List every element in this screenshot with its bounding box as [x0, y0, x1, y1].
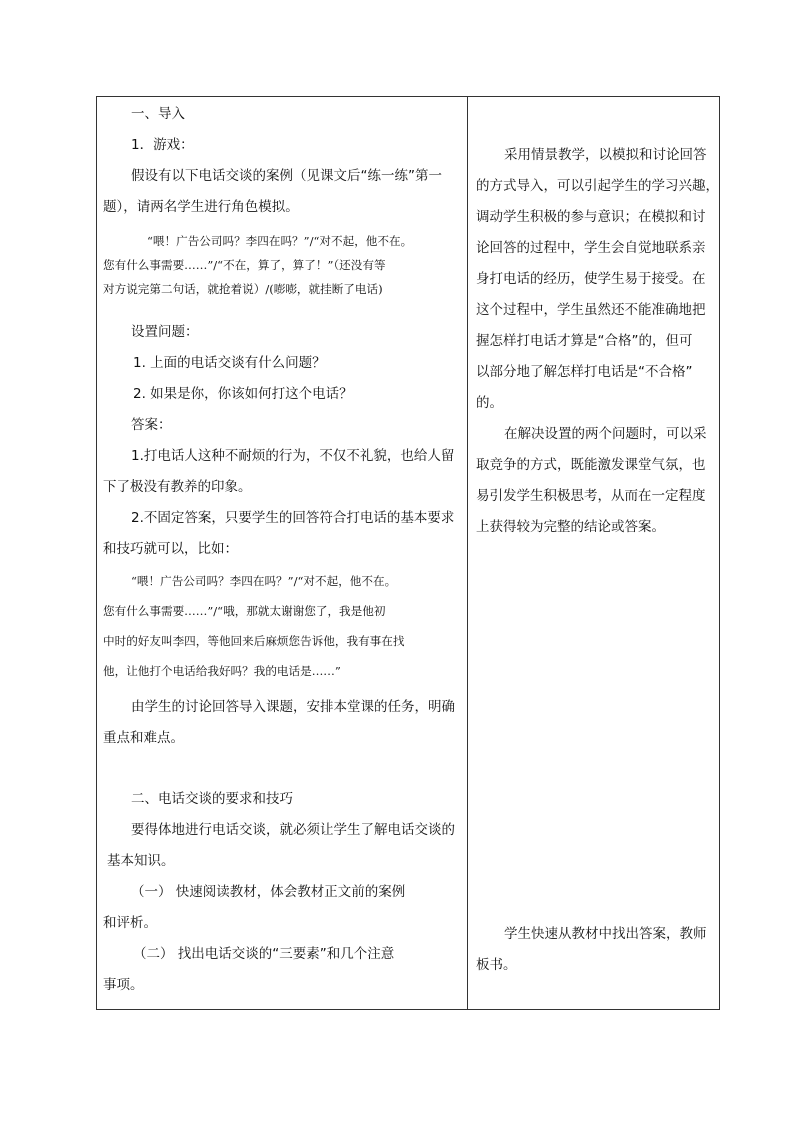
quote2-line-4: 他，让他打个电话给我好吗？我的电话是……”: [103, 664, 341, 678]
quote2-line-1: “喂！广告公司吗？李四在吗？”/“对不起，他不在。: [131, 574, 397, 588]
intro-line-1: 由学生的讨论回答导入课题，安排本堂课的任务，明确: [131, 699, 455, 715]
note1-line-8: 以部分地了解怎样打电话是“不合格”: [476, 364, 693, 380]
note1-line-5: 身打电话的经历，使学生易于接受。在: [476, 271, 706, 287]
note1-line-2: 的方式导入，可以引起学生的学习兴趣，: [476, 178, 719, 194]
note2-line-3: 易引发学生积极思考，从而在一定程度: [476, 488, 706, 504]
note3-line-1: 学生快速从教材中找出答案，教师: [504, 926, 707, 942]
note1-line-9: 的。: [476, 395, 503, 411]
quote2-line-2: 您有什么事需要……”/“哦，那就太谢谢您了，我是他初: [103, 604, 386, 618]
step2-line-2: 事项。: [103, 977, 144, 993]
step1-line-2: 和评析。: [103, 915, 157, 931]
question-2: 2. 如果是你，你该如何打这个电话？: [133, 386, 353, 402]
requirement-line-1: 要得体地进行电话交谈，就必须让学生了解电话交谈的: [131, 822, 455, 838]
answer-label: 答案：: [131, 417, 172, 433]
answer1-line-1: 1.打电话人这种不耐烦的行为，不仅不礼貌，也给人留: [131, 448, 455, 464]
questions-label: 设置问题：: [131, 324, 199, 340]
note1-line-1: 采用情景教学，以模拟和讨论回答: [504, 147, 707, 163]
note2-line-4: 上获得较为完整的结论或答案。: [476, 519, 665, 535]
heading-phone-skills: 二、电话交谈的要求和技巧: [131, 791, 293, 807]
intro-line-2: 重点和难点。: [103, 730, 184, 746]
setup-line-1: 假设有以下电话交谈的案例（见课文后“练一练”第一: [131, 168, 442, 184]
quote2-line-3: 中时的好友叫李四，等他回来后麻烦您告诉他，我有事在找: [103, 634, 405, 648]
quote1-line-2: 您有什么事需要……”/“不在，算了，算了！”（还没有等: [103, 258, 386, 272]
quote1-line-1: “喂！广告公司吗？李四在吗？”/“对不起，他不在。: [147, 234, 413, 248]
note2-line-2: 取竞争的方式，既能激发课堂气氛，也: [476, 457, 706, 473]
heading-intro: 一、导入: [131, 106, 185, 122]
quote1-line-3: 对方说完第二句话，就抢着说）/(嘭嘭，就挂断了电话): [103, 282, 383, 296]
requirement-line-2: 基本知识。: [107, 853, 175, 869]
note1-line-6: 这个过程中，学生虽然还不能准确地把: [476, 302, 706, 318]
setup-line-2: 题），请两名学生进行角色模拟。: [103, 199, 299, 215]
note1-line-7: 握怎样打电话才算是“合格”的，但可: [476, 333, 693, 349]
answer2-line-1: 2.不固定答案，只要学生的回答符合打电话的基本要求: [131, 510, 455, 526]
game-label: 1．游戏：: [131, 137, 194, 153]
note3-line-2: 板书。: [476, 957, 517, 973]
note1-line-3: 调动学生积极的参与意识；在模拟和讨: [476, 209, 706, 225]
answer1-line-2: 下了极没有教养的印象。: [103, 479, 252, 495]
note1-line-4: 论回答的过程中，学生会自觉地联系亲: [476, 240, 706, 256]
answer2-line-2: 和技巧就可以，比如：: [103, 541, 238, 557]
step1-line-1: （一） 快速阅读教材，体会教材正文前的案例: [131, 884, 406, 900]
step2-line-1: （二） 找出电话交谈的“三要素”和几个注意: [133, 946, 395, 962]
question-1: 1. 上面的电话交谈有什么问题？: [133, 355, 326, 371]
note2-line-1: 在解决设置的两个问题时，可以采: [504, 426, 707, 442]
